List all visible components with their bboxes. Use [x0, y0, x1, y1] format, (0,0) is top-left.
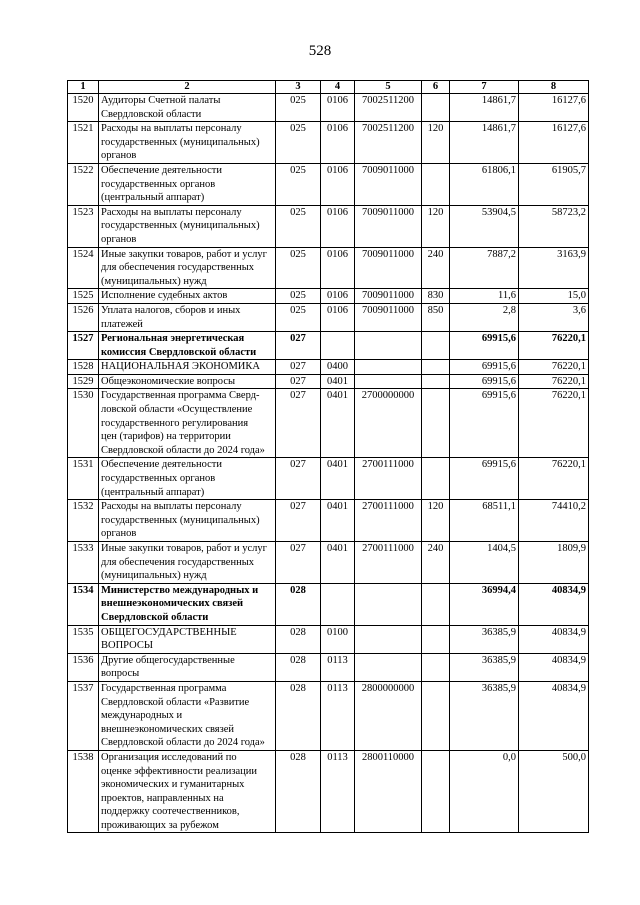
row-name-line: (муниципальных) нужд [101, 275, 207, 287]
table-row [68, 303, 589, 331]
row-name [99, 583, 276, 625]
row-name [99, 360, 276, 375]
dept-code: 027 [276, 389, 321, 458]
row-name-line: НАЦИОНАЛЬНАЯ ЭКОНОМИКА [101, 361, 260, 373]
expense-type-code [422, 389, 450, 458]
section-code: 0106 [321, 247, 355, 289]
row-name-line: оценке эффективности реализации [101, 765, 257, 777]
row-name [99, 625, 276, 653]
amount-year-2: 76220,1 [519, 458, 589, 500]
row-name [99, 374, 276, 389]
row-name-line: Уплата налогов, сборов и иных [101, 304, 241, 316]
row-name [99, 247, 276, 289]
section-code: 0401 [321, 389, 355, 458]
section-code: 0106 [321, 289, 355, 304]
section-code: 0106 [321, 94, 355, 122]
expense-type-code: 240 [422, 542, 450, 584]
target-article-code: 7002511200 [355, 122, 422, 164]
row-number: 1537 [68, 681, 99, 750]
row-name [99, 389, 276, 458]
section-code: 0106 [321, 205, 355, 247]
target-article-code [355, 360, 422, 375]
row-name [99, 94, 276, 122]
row-name-line: Иные закупки товаров, работ и услуг [101, 543, 267, 554]
section-code: 0106 [321, 122, 355, 164]
target-article-code [355, 583, 422, 625]
target-article-code [355, 332, 422, 360]
expense-type-code: 240 [422, 247, 450, 289]
expense-type-code: 120 [422, 205, 450, 247]
row-name-line: Региональная энергетическая [101, 333, 245, 345]
target-article-code: 7009011000 [355, 247, 422, 289]
dept-code: 025 [276, 289, 321, 304]
table-row [68, 583, 589, 625]
row-name [99, 332, 276, 360]
amount-year-2: 61905,7 [519, 163, 589, 205]
amount-year-1: 36385,9 [450, 653, 519, 681]
row-name-line: Свердловской области до 2024 года» [101, 444, 265, 456]
table-row [68, 458, 589, 500]
expense-type-code [422, 625, 450, 653]
row-name-line: (центральный аппарат) [101, 192, 205, 204]
row-name-line: вопросы [101, 668, 140, 680]
section-code: 0100 [321, 625, 355, 653]
dept-code: 025 [276, 122, 321, 164]
amount-year-2: 3163,9 [519, 247, 589, 289]
budget-table [67, 80, 589, 833]
dept-code: 025 [276, 247, 321, 289]
dept-code: 027 [276, 458, 321, 500]
row-number: 1526 [68, 303, 99, 331]
amount-year-2: 76220,1 [519, 374, 589, 389]
amount-year-2: 76220,1 [519, 332, 589, 360]
target-article-code: 7009011000 [355, 303, 422, 331]
row-name-line: цен (тарифов) на территории [101, 431, 231, 443]
row-name-line: проектов, направленных на [101, 792, 224, 804]
amount-year-2: 1809,9 [519, 542, 589, 584]
table-row [68, 122, 589, 164]
table-row [68, 289, 589, 304]
target-article-code: 7009011000 [355, 205, 422, 247]
amount-year-2: 40834,9 [519, 583, 589, 625]
row-number: 1531 [68, 458, 99, 500]
row-name-line: поддержку соотечественников, [101, 806, 240, 818]
header-col-5: 5 [355, 81, 422, 94]
row-name-line: государственного регулирования [101, 417, 249, 429]
row-name-line: Расходы на выплаты персоналу [101, 501, 242, 513]
row-name-line: Иные закупки товаров, работ и услуг [101, 248, 267, 260]
section-code: 0106 [321, 303, 355, 331]
row-name [99, 500, 276, 542]
expense-type-code [422, 458, 450, 500]
dept-code: 025 [276, 205, 321, 247]
row-name-line: ВОПРОСЫ [101, 640, 154, 652]
amount-year-2: 15,0 [519, 289, 589, 304]
dept-code: 025 [276, 163, 321, 205]
section-code: 0401 [321, 374, 355, 389]
target-article-code [355, 625, 422, 653]
table-row [68, 681, 589, 750]
row-name-line: Свердловской области [101, 108, 202, 120]
amount-year-2: 40834,9 [519, 681, 589, 750]
header-col-6: 6 [422, 81, 450, 94]
amount-year-1: 69915,6 [450, 374, 519, 389]
table-row [68, 625, 589, 653]
target-article-code: 7009011000 [355, 163, 422, 205]
amount-year-2: 500,0 [519, 750, 589, 833]
expense-type-code [422, 332, 450, 360]
amount-year-1: 36385,9 [450, 625, 519, 653]
header-col-2: 2 [99, 81, 276, 94]
row-number: 1523 [68, 205, 99, 247]
target-article-code: 7002511200 [355, 94, 422, 122]
row-name-line: ОБЩЕГОСУДАРСТВЕННЫЕ [101, 626, 237, 638]
dept-code: 025 [276, 94, 321, 122]
row-number: 1530 [68, 389, 99, 458]
header-col-4: 4 [321, 81, 355, 94]
row-number: 1536 [68, 653, 99, 681]
row-name [99, 653, 276, 681]
amount-year-2: 16127,6 [519, 122, 589, 164]
amount-year-1: 53904,5 [450, 205, 519, 247]
amount-year-2: 74410,2 [519, 500, 589, 542]
row-name-line: (муниципальных) нужд [101, 570, 207, 582]
amount-year-1: 61806,1 [450, 163, 519, 205]
row-name-line: Обеспечение деятельности [101, 164, 222, 176]
row-name-line: Расходы на выплаты персоналу [101, 123, 242, 135]
table-row [68, 94, 589, 122]
table-row [68, 374, 589, 389]
section-code: 0113 [321, 750, 355, 833]
section-code: 0401 [321, 542, 355, 584]
page-number: 528 [308, 43, 332, 59]
row-number: 1538 [68, 750, 99, 833]
row-name [99, 122, 276, 164]
section-code [321, 332, 355, 360]
row-name-line: Организация исследований по [101, 751, 237, 763]
row-name-line: Аудиторы Счетной палаты [101, 95, 221, 106]
row-name-line: государственных органов [101, 178, 216, 190]
dept-code: 027 [276, 500, 321, 542]
expense-type-code [422, 360, 450, 375]
dept-code: 027 [276, 332, 321, 360]
table-row [68, 205, 589, 247]
expense-type-code [422, 750, 450, 833]
row-number: 1525 [68, 289, 99, 304]
dept-code: 028 [276, 750, 321, 833]
amount-year-1: 11,6 [450, 289, 519, 304]
row-name-line: органов [101, 233, 137, 245]
row-number: 1534 [68, 583, 99, 625]
expense-type-code: 120 [422, 500, 450, 542]
target-article-code [355, 653, 422, 681]
row-name-line: Министерство международных и [101, 584, 259, 596]
row-number: 1524 [68, 247, 99, 289]
amount-year-2: 76220,1 [519, 360, 589, 375]
target-article-code: 2700111000 [355, 542, 422, 584]
row-name-line: внешнеэкономических связей [101, 598, 244, 610]
target-article-code: 2700111000 [355, 458, 422, 500]
section-code: 0113 [321, 653, 355, 681]
amount-year-1: 69915,6 [450, 360, 519, 375]
row-name-line: Общеэкономические вопросы [101, 375, 236, 387]
expense-type-code [422, 653, 450, 681]
amount-year-1: 69915,6 [450, 389, 519, 458]
expense-type-code: 830 [422, 289, 450, 304]
row-number: 1521 [68, 122, 99, 164]
row-name-line: платежей [101, 318, 143, 330]
amount-year-1: 2,8 [450, 303, 519, 331]
section-code: 0106 [321, 163, 355, 205]
amount-year-1: 36385,9 [450, 681, 519, 750]
table-row [68, 163, 589, 205]
section-code: 0401 [321, 458, 355, 500]
section-code: 0401 [321, 500, 355, 542]
amount-year-2: 76220,1 [519, 389, 589, 458]
table-row [68, 360, 589, 375]
table-row [68, 542, 589, 584]
row-number: 1535 [68, 625, 99, 653]
dept-code: 028 [276, 625, 321, 653]
dept-code: 028 [276, 681, 321, 750]
table-row [68, 653, 589, 681]
target-article-code: 7009011000 [355, 289, 422, 304]
header-col-8: 8 [519, 81, 589, 94]
dept-code: 025 [276, 303, 321, 331]
row-name-line: ловской области «Осуществление [101, 404, 253, 416]
row-name [99, 458, 276, 500]
row-number: 1528 [68, 360, 99, 375]
row-name-line: Расходы на выплаты персоналу [101, 206, 242, 218]
amount-year-1: 14861,7 [450, 122, 519, 164]
row-name-line: для обеспечения государственных [101, 262, 254, 274]
row-name-line: государственных (муниципальных) [101, 514, 260, 526]
amount-year-1: 1404,5 [450, 542, 519, 584]
amount-year-2: 58723,2 [519, 205, 589, 247]
expense-type-code: 120 [422, 122, 450, 164]
row-name-line: Государственная программа [101, 682, 227, 694]
section-code: 0400 [321, 360, 355, 375]
row-name-line: Исполнение судебных актов [101, 290, 228, 302]
table-header-row [68, 81, 589, 94]
row-name-line: Свердловской области [101, 611, 209, 623]
amount-year-1: 69915,6 [450, 458, 519, 500]
row-name [99, 289, 276, 304]
row-number: 1533 [68, 542, 99, 584]
row-name-line: экономических и гуманитарных [101, 779, 245, 791]
table-row [68, 750, 589, 833]
row-name-line: международных и [101, 710, 183, 722]
row-number: 1529 [68, 374, 99, 389]
row-number: 1527 [68, 332, 99, 360]
dept-code: 028 [276, 583, 321, 625]
dept-code: 028 [276, 653, 321, 681]
amount-year-1: 0,0 [450, 750, 519, 833]
row-name-line: государственных (муниципальных) [101, 220, 260, 232]
row-name [99, 205, 276, 247]
amount-year-1: 68511,1 [450, 500, 519, 542]
header-col-1: 1 [68, 81, 99, 94]
row-name-line: органов [101, 528, 137, 540]
row-name-line: (центральный аппарат) [101, 486, 205, 498]
dept-code: 027 [276, 542, 321, 584]
table-row [68, 247, 589, 289]
section-code: 0113 [321, 681, 355, 750]
expense-type-code [422, 374, 450, 389]
row-name-line: Другие общегосударственные [101, 654, 235, 666]
row-name [99, 542, 276, 584]
row-name [99, 750, 276, 833]
row-name-line: комиссия Свердловской области [101, 346, 257, 358]
table-row [68, 332, 589, 360]
table-row [68, 500, 589, 542]
amount-year-2: 16127,6 [519, 94, 589, 122]
dept-code: 027 [276, 360, 321, 375]
row-name-line: Государственная программа Сверд- [101, 390, 260, 402]
target-article-code: 2700000000 [355, 389, 422, 458]
target-article-code: 2800110000 [355, 750, 422, 833]
expense-type-code [422, 681, 450, 750]
target-article-code [355, 374, 422, 389]
expense-type-code [422, 94, 450, 122]
amount-year-2: 40834,9 [519, 625, 589, 653]
expense-type-code [422, 163, 450, 205]
row-name-line: государственных (муниципальных) [101, 136, 260, 148]
amount-year-1: 7887,2 [450, 247, 519, 289]
amount-year-2: 3,6 [519, 303, 589, 331]
row-name [99, 681, 276, 750]
amount-year-1: 36994,4 [450, 583, 519, 625]
table-body [68, 94, 589, 833]
target-article-code: 2700111000 [355, 500, 422, 542]
table-row [68, 389, 589, 458]
amount-year-2: 40834,9 [519, 653, 589, 681]
row-name-line: Свердловской области «Развитие [101, 696, 250, 708]
row-name [99, 303, 276, 331]
row-name-line: Обеспечение деятельности [101, 459, 222, 471]
row-name-line: органов [101, 150, 137, 162]
row-number: 1522 [68, 163, 99, 205]
row-number: 1532 [68, 500, 99, 542]
row-name-line: Свердловской области до 2024 года» [101, 737, 265, 749]
section-code [321, 583, 355, 625]
header-col-7: 7 [450, 81, 519, 94]
expense-type-code [422, 583, 450, 625]
amount-year-1: 14861,7 [450, 94, 519, 122]
dept-code: 027 [276, 374, 321, 389]
target-article-code: 2800000000 [355, 681, 422, 750]
header-col-3: 3 [276, 81, 321, 94]
row-number: 1520 [68, 94, 99, 122]
row-name-line: проживающих за рубежом [101, 819, 219, 831]
row-name [99, 163, 276, 205]
row-name-line: внешнеэкономических связей [101, 723, 235, 735]
row-name-line: государственных органов [101, 473, 216, 485]
row-name-line: для обеспечения государственных [101, 556, 254, 568]
amount-year-1: 69915,6 [450, 332, 519, 360]
expense-type-code: 850 [422, 303, 450, 331]
